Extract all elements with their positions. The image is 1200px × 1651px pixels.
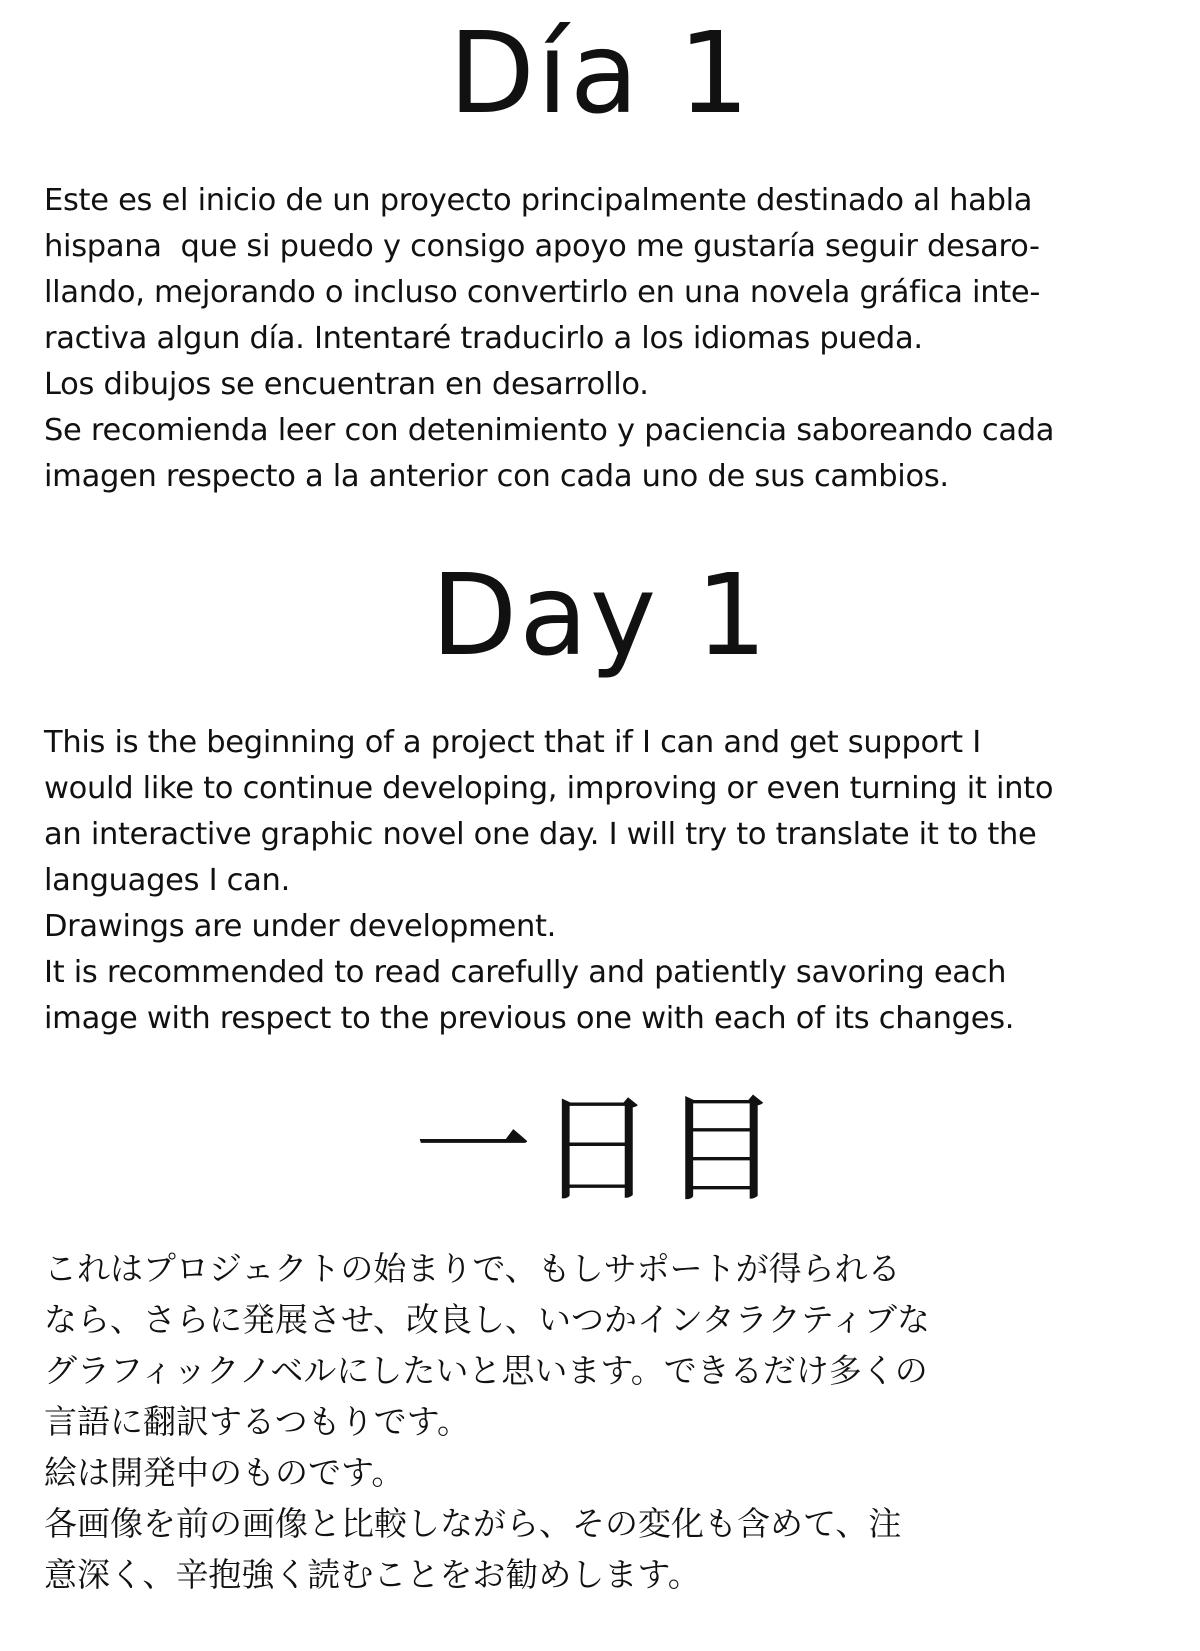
english-heading: Day 1	[430, 551, 769, 681]
japanese-heading: 一日目	[413, 1080, 786, 1218]
spanish-line: imagen respecto a la anterior con cada uno de sus cambios.	[44, 459, 949, 494]
japanese-line: 意深く、辛抱強く読むことをお勧めします。	[44, 1555, 701, 1594]
english-line: image with respect to the previous one with each of its changes.	[44, 1001, 1015, 1036]
japanese-line: 言語に翻訳するつもりです。	[44, 1402, 471, 1441]
spanish-line: hispana que si puedo y consigo apoyo me gustaría seguir desaro-	[44, 229, 1040, 264]
japanese-line: これはプロジェクトの始まりで、もしサポートが得られる	[44, 1249, 901, 1288]
spanish-heading: Día 1	[448, 9, 752, 139]
spanish-line: llando, mejorando o incluso convertirlo en una novela gráfica inte-	[44, 275, 1041, 310]
japanese-line: なら、さらに発展させ、改良し、いつかインタラクティブな	[44, 1300, 931, 1339]
english-line: an interactive graphic novel one day. I will try to translate it to the	[44, 817, 1037, 852]
japanese-line: グラフィックノベルにしたいと思います。できるだけ多くの	[44, 1351, 928, 1390]
spanish-line: ractiva algun día. Intentaré traducirlo a los idiomas pueda.	[44, 321, 923, 356]
english-line: Drawings are under development.	[44, 909, 557, 944]
japanese-paragraph	[44, 1243, 1174, 1600]
spanish-line: Se recomienda leer con detenimiento y paciencia saboreando cada	[44, 413, 1055, 448]
japanese-line: 絵は開発中のものです。	[44, 1453, 405, 1492]
japanese-line: 各画像を前の画像と比較しながら、その変化も含めて、注	[44, 1504, 902, 1543]
spanish-paragraph	[44, 178, 1174, 500]
english-line: It is recommended to read carefully and patiently savoring each	[44, 955, 1007, 990]
english-line: This is the beginning of a project that if I can and get support I	[44, 725, 981, 760]
spanish-line: Los dibujos se encuentran en desarrollo.	[44, 367, 649, 402]
english-line: would like to continue developing, improving or even turning it into	[44, 771, 1054, 806]
english-paragraph	[44, 720, 1174, 1042]
spanish-line: Este es el inicio de un proyecto principalmente destinado al habla	[44, 183, 1033, 218]
english-line: languages I can.	[44, 863, 290, 898]
